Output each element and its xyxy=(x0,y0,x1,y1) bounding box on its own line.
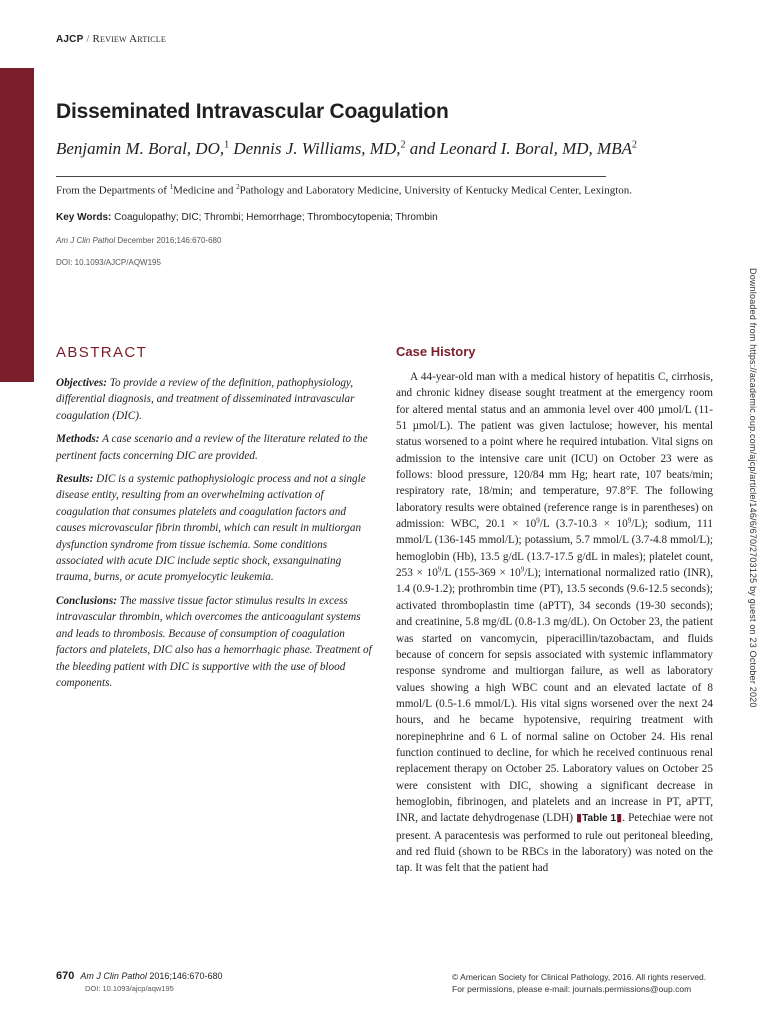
footer-citation xyxy=(56,970,222,982)
affiliation-text: Medicine and xyxy=(173,184,237,197)
author-affiliation-mark: 1 xyxy=(224,139,230,151)
abstract-methods xyxy=(56,431,374,464)
header-divider xyxy=(56,176,606,177)
case-text-segment: /L); international normalized ratio (INR), 1.4 (0.9-1.2); prothrombin time (PT), 13.5 seconds (9.6-12.5 seconds); activated thromboplastin time (aPTT), 34 seconds (19-30 seconds); and creatinine, 5.8 mg/dL (0.8-1.3 mg/dL). On October 23, the patient was started on vancomycin, piperacillin/tazobactam, and fluids because of concern for sepsis associated with systemic inflammatory response syndrome and multiorgan failure, as well as laboratory values showing a high WBC count and an elevated lactate of 8 mmol/L (0.5-1.6 mmol/L). His vital signs worsened over the next 24 hours, and he became hypotensive, requiring treatment with norepinephrine and 6 L of normal saline on October 24. His renal function continued to decline, for which he received continuous renal replacement therapy on October 25. Laboratory values on October 25 were consistent with DIC, showing a significant decrease in hemoglobin, fibrinogen, and platelets and an increase in PT, aPTT, INR, and lactate dehydrogenase (LDH) xyxy=(396,567,714,825)
abstract-heading: ABSTRACT xyxy=(56,344,148,361)
exponent: 9 xyxy=(536,516,540,525)
keywords xyxy=(56,212,438,223)
author-name: Leonard I. Boral, MD, MBA xyxy=(439,139,632,158)
permissions-line[interactable]: For permissions, please e-mail: journals.permissions@oup.com xyxy=(452,984,692,994)
exponent: 9 xyxy=(520,565,525,574)
case-text-segment: /L); sodium, 111 mmol/L (136-145 mmol/L); potassium, 5.7 mmol/L (3.7-4.8 mmol/L); hemoglobin (Hb), 13.5 g/dL (13.7-17.5 g/dL in males); platelet count, 253 × 10 xyxy=(396,518,714,580)
abstract-section-text: DIC is a systemic pathophysiologic process and not a single disease entity, resulting from an overwhelming activation of coagulation that consumes platelets and coagulation factors and causes microvascular fibrin thrombi, which can result in multiorgan dysfunction syndrome from tissue ischemia. Some conditions associated with acute DIC include septic shock, exsanguinating trauma, burns, or acute promyelocytic leukemia. xyxy=(56,473,366,584)
abstract-conclusions xyxy=(56,593,374,691)
footer-journal: Am J Clin Pathol xyxy=(80,971,147,981)
author-list xyxy=(56,139,637,159)
case-history-heading: Case History xyxy=(396,344,476,359)
abstract-section-label: Results: xyxy=(56,473,94,486)
author-name: Benjamin M. Boral, DO, xyxy=(56,139,225,158)
abstract-section-text: To provide a review of the definition, pathophysiology, differential diagnosis, and treatment of disseminated intravascular coagulation (DIC). xyxy=(56,377,355,422)
author-affiliation-mark: 2 xyxy=(632,139,637,151)
case-text-segment: . Petechiae were not present. A paracentesis was performed to rule out peritoneal bleeding, and red fluid (shown to be RBCs in the laboratory) was noted on the tap. It was felt that the patient had xyxy=(396,812,713,875)
table-ref-marker: ▮ xyxy=(576,812,583,825)
keywords-text: Coagulopathy; DIC; Thrombi; Hemorrhage; Thrombocytopenia; Thrombin xyxy=(111,212,438,223)
citation-line xyxy=(56,236,221,245)
case-text-segment: /L (3.7-10.3 × 10 xyxy=(539,518,628,531)
exponent: 9 xyxy=(627,516,632,525)
exponent: 9 xyxy=(437,565,442,574)
keywords-label: Key Words: xyxy=(56,212,112,223)
journal-abbrev: AJCP xyxy=(56,34,84,45)
case-text-segment: A 44-year-old man with a medical history of hepatitis C, cirrhosis, and chronic kidney disease sought treatment at the emergency room for altered mental status and an ammonia level over 400 µmol/L (11-51 µmol/L). The patient was given lactulose; however, his mental status worsened to a point where he required intubation. Vital signs on admission to the intensive care unit (ICU) on October 23 were as follows: blood pressure, 120/84 mm Hg; heart rate, 107 beats/min; respiratory rate, 18/min; and temperature, 97.8°F. The following laboratory results were obtained (reference range is in parentheses) on admission: WBC, 20.1 × 10 xyxy=(396,371,713,531)
table-ref-label: Table 1 xyxy=(582,813,617,825)
case-history-paragraph xyxy=(396,369,713,877)
author-separator: and xyxy=(405,139,440,158)
footer-citation-details: 2016;146:670-680 xyxy=(146,971,223,981)
table-ref-marker: ▮ xyxy=(616,812,623,825)
footer-copyright xyxy=(452,971,706,995)
footer-doi: DOI: 10.1093/ajcp/aqw195 xyxy=(85,984,174,993)
affiliation-mark: 1 xyxy=(169,183,174,191)
affiliation-text: Pathology and Laboratory Medicine, University of Kentucky Medical Center, Lexington. xyxy=(239,184,632,197)
abstract-section-text: A case scenario and a review of the literature related to the pertinent facts concerning DIC are provided. xyxy=(56,433,368,462)
page-number: 670 xyxy=(56,970,75,982)
abstract-body xyxy=(56,375,374,698)
running-head xyxy=(56,33,166,45)
author-name: Dennis J. Williams, MD, xyxy=(233,139,401,158)
abstract-section-label: Objectives: xyxy=(56,377,107,389)
accent-bar xyxy=(0,68,34,382)
abstract-objectives xyxy=(56,375,374,424)
citation-details: December 2016;146:670-680 xyxy=(115,236,222,245)
author-affiliation-mark: 2 xyxy=(400,139,406,151)
running-head-separator: / xyxy=(86,34,90,45)
copyright-line: © American Society for Clinical Pathology, 2016. All rights reserved. xyxy=(452,972,707,982)
affiliation-mark: 2 xyxy=(236,183,240,191)
affiliation-text: From the Departments of xyxy=(56,184,170,197)
abstract-results xyxy=(56,471,374,586)
abstract-section-text: The massive tissue factor stimulus results in excess intravascular thrombin, which overcomes the anticoagulant systems and leads to thrombosis. Because of consumption of coagulation factors and platelets, DIC also has a hemorrhagic phase. Treatment of the bleeding patient with DIC is supportive with the use of blood components. xyxy=(56,594,372,689)
download-watermark: Downloaded from https://academic.oup.com/ajcp/article/146/6/670/2703125 by guest on 23 October 2020 xyxy=(748,268,758,708)
abstract-section-label: Methods: xyxy=(56,433,100,446)
citation-journal: Am J Clin Pathol xyxy=(56,236,116,245)
table-reference-link[interactable] xyxy=(576,812,622,824)
case-text-segment: /L (155-369 × 10 xyxy=(441,567,521,580)
doi-line: DOI: 10.1093/AJCP/AQW195 xyxy=(56,258,161,267)
affiliation xyxy=(56,183,632,197)
abstract-section-label: Conclusions: xyxy=(56,594,117,607)
section-label: Review Article xyxy=(92,33,166,45)
article-title: Disseminated Intravascular Coagulation xyxy=(56,100,449,123)
